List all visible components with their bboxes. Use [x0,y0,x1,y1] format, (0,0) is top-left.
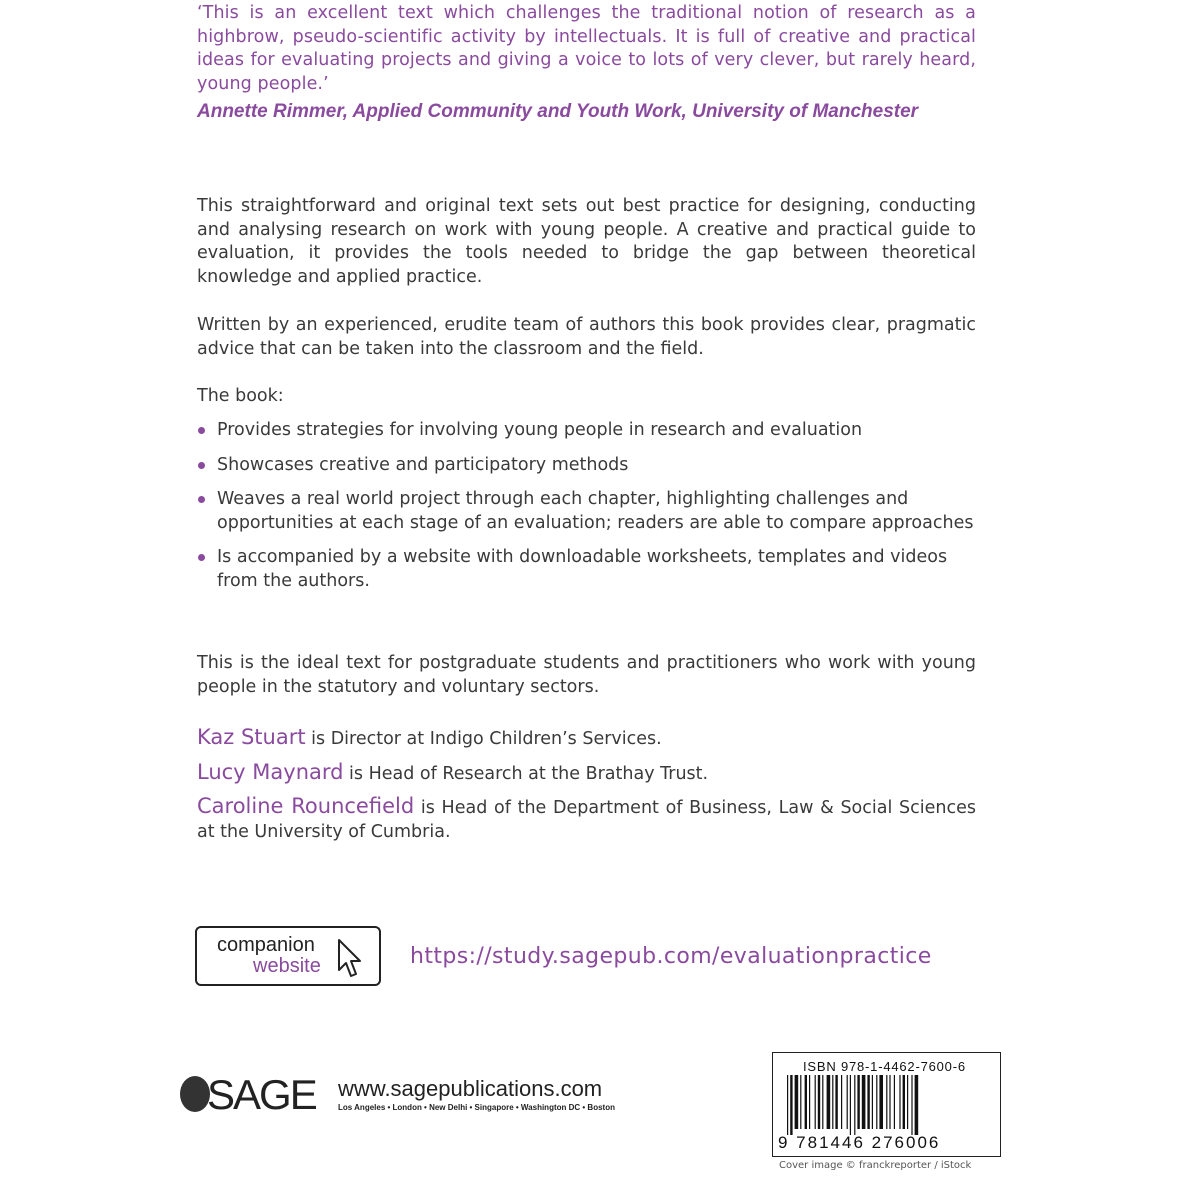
barcode-icon [787,1075,987,1135]
bullet-icon [198,554,205,561]
intro-paragraph: This straightforward and original text sets out best practice for designing, conducting and analysing research on work with young people. A creative and practical guide to evaluation, it provides the tools needed to bridge the gap between theoretical knowledge and applied practice. [197,196,976,287]
cursor-arrow-icon [337,938,363,980]
publisher-cities: Los Angeles • London • New Delhi • Singapore • Washington DC • Boston [338,1103,615,1112]
publisher-logo: SAGE [207,1071,316,1118]
cover-image-credit: Cover image © franckreporter / iStock [779,1160,972,1171]
quote-attribution: Annette Rimmer, Applied Community and Youth Work, University of Manchester [197,101,919,122]
bullet-icon [198,427,205,434]
authors-paragraph: Written by an experienced, erudite team of authors this book provides clear, pragmatic advice that can be taken into the classroom and the field. [197,315,976,359]
isbn-barcode [772,1052,1001,1157]
list-item: Is accompanied by a website with downloadable worksheets, templates and videos from the authors. [197,546,976,593]
barcode-digits: 9 781446 276006 [778,1133,941,1152]
bullet-icon [198,462,205,469]
list-item: Showcases creative and participatory methods [197,454,976,478]
list-item: Weaves a real world project through each chapter, highlighting challenges and opportunities at each stage of an evaluation; readers are able to compare approaches [197,488,976,535]
review-quote: ‘This is an excellent text which challenges the traditional notion of research as a highbrow, pseudo-scientific activity by intellectuals. It is full of creative and practical ideas for evaluating projects and giving a voice to lots of very clever, but rarely heard, young people.’ [197,3,976,94]
author-bio: Kaz Stuart is Director at Indigo Children’s Services. [197,725,662,749]
companion-website-badge[interactable]: companion website [195,926,381,986]
list-item: Provides strategies for involving young people in research and evaluation [197,419,976,443]
bullet-icon [198,496,205,503]
companion-url-link[interactable]: https://study.sagepub.com/evaluationpractice [410,944,932,969]
isbn-label: ISBN 978-1-4462-7600-6 [803,1059,966,1074]
audience-paragraph: This is the ideal text for postgraduate students and practitioners who work with young people in the statutory and voluntary sectors. [197,653,976,697]
book-lead-in: The book: [197,386,284,406]
feature-list [197,419,976,604]
author-bio: Caroline Rouncefield is Head of the Department of Business, Law & Social Sciences at the University of Cumbria. [197,794,976,842]
author-bio: Lucy Maynard is Head of Research at the Brathay Trust. [197,760,709,784]
publisher-url[interactable]: www.sagepublications.com [338,1076,603,1101]
